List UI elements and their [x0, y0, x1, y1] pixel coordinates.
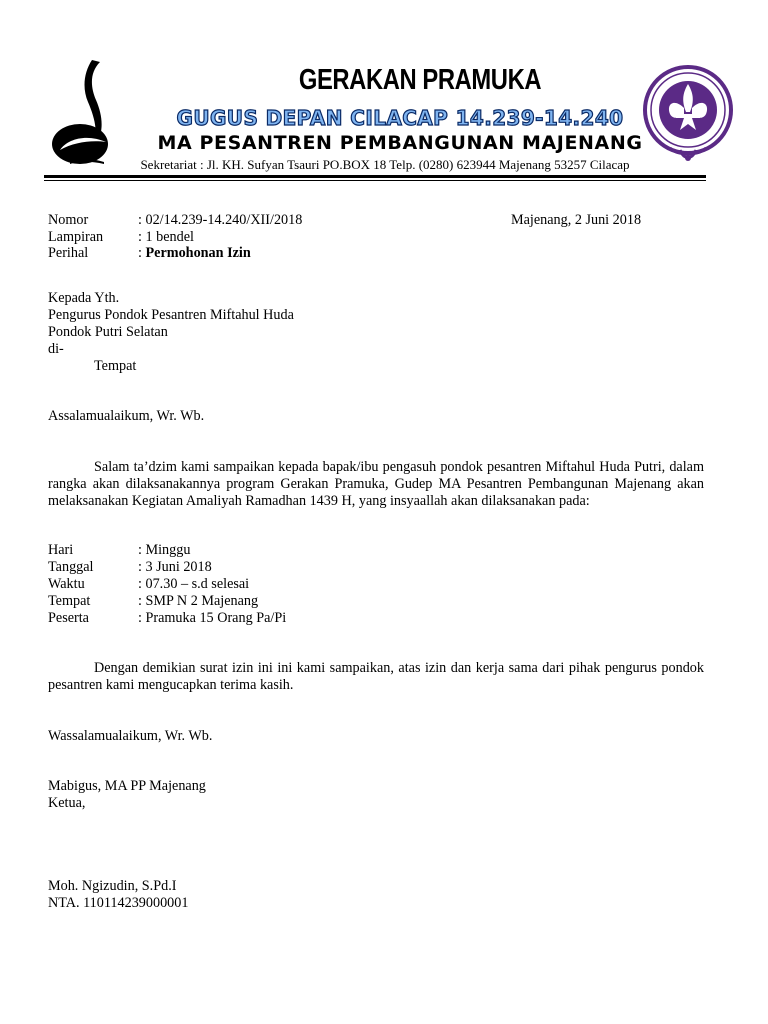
detail-value: : Pramuka 15 Orang Pa/Pi — [138, 610, 287, 626]
header-address: Sekretariat : Jl. KH. Sufyan Tsauri PO.BOX 18 Telp. (0280) 623944 Majenang 53257 Cilacap — [140, 157, 630, 172]
lampiran-value: : 1 bendel — [138, 229, 194, 245]
detail-label: Hari — [48, 542, 74, 558]
perihal-label: Perihal — [48, 245, 89, 261]
signature-org: Mabigus, MA PP Majenang — [48, 778, 206, 794]
header-title: GERAKAN PRAMUKA — [298, 64, 542, 96]
tunas-kelapa-logo-icon — [48, 58, 120, 170]
detail-label: Waktu — [48, 576, 85, 592]
signature-name: Moh. Ngizudin, S.Pd.I — [48, 878, 177, 894]
perihal-colon: : — [138, 245, 146, 261]
perihal-row — [138, 245, 251, 262]
body-paragraph-2: Dengan demikian surat izin ini ini kami sampaikan, atas izin dan kerja sama dari pihak pengurus pondok pesantren kami mengucapkan terima kasih. — [48, 660, 704, 693]
header-subtitle: GUGUS DEPAN CILACAP 14.239-14.240 — [176, 106, 624, 130]
nomor-label: Nomor — [48, 212, 89, 228]
scout-fleur-de-lis-emblem-icon — [640, 64, 736, 166]
detail-value: : SMP N 2 Majenang — [138, 593, 259, 609]
recipient-line-3: Pondok Putri Selatan — [48, 324, 168, 340]
place-date: Majenang, 2 Juni 2018 — [511, 212, 642, 228]
detail-label: Tempat — [48, 593, 91, 609]
perihal-value: Permohonan Izin — [145, 245, 251, 261]
recipient-line-2: Pengurus Pondok Pesantren Miftahul Huda — [48, 307, 294, 323]
greeting: Assalamualaikum, Wr. Wb. — [48, 408, 205, 424]
detail-label: Peserta — [48, 610, 89, 626]
recipient-line-4: di- — [48, 341, 64, 357]
signature-nta: NTA. 110114239000001 — [48, 895, 189, 911]
lampiran-label: Lampiran — [48, 229, 104, 245]
detail-value: : 3 Juni 2018 — [138, 559, 212, 575]
body-paragraph-1: Salam ta’dzim kami sampaikan kepada bapak/ibu pengasuh pondok pesantren Miftahul Huda Putri, dalam rangka akan dilaksanakannya program Gerakan Pramuka, Gudep MA Pesantren Pembangunan Majenang akan melaksanakan Kegiatan Amaliyah Ramadhan 1439 H, yang insyaallah akan dilaksanakan pada: — [48, 459, 704, 509]
header-divider-thick — [44, 175, 706, 178]
detail-value: : 07.30 – s.d selesai — [138, 576, 250, 592]
detail-label: Tanggal — [48, 559, 94, 575]
header-divider-thin — [44, 180, 706, 181]
detail-value: : Minggu — [138, 542, 191, 558]
header-school-name: MA PESANTREN PEMBANGUNAN MAJENANG — [157, 132, 643, 154]
closing: Wassalamualaikum, Wr. Wb. — [48, 728, 213, 744]
signature-role: Ketua, — [48, 795, 86, 811]
recipient-line-5: Tempat — [94, 358, 137, 374]
recipient-line-1: Kepada Yth. — [48, 290, 120, 306]
nomor-value: : 02/14.239-14.240/XII/2018 — [138, 212, 303, 228]
